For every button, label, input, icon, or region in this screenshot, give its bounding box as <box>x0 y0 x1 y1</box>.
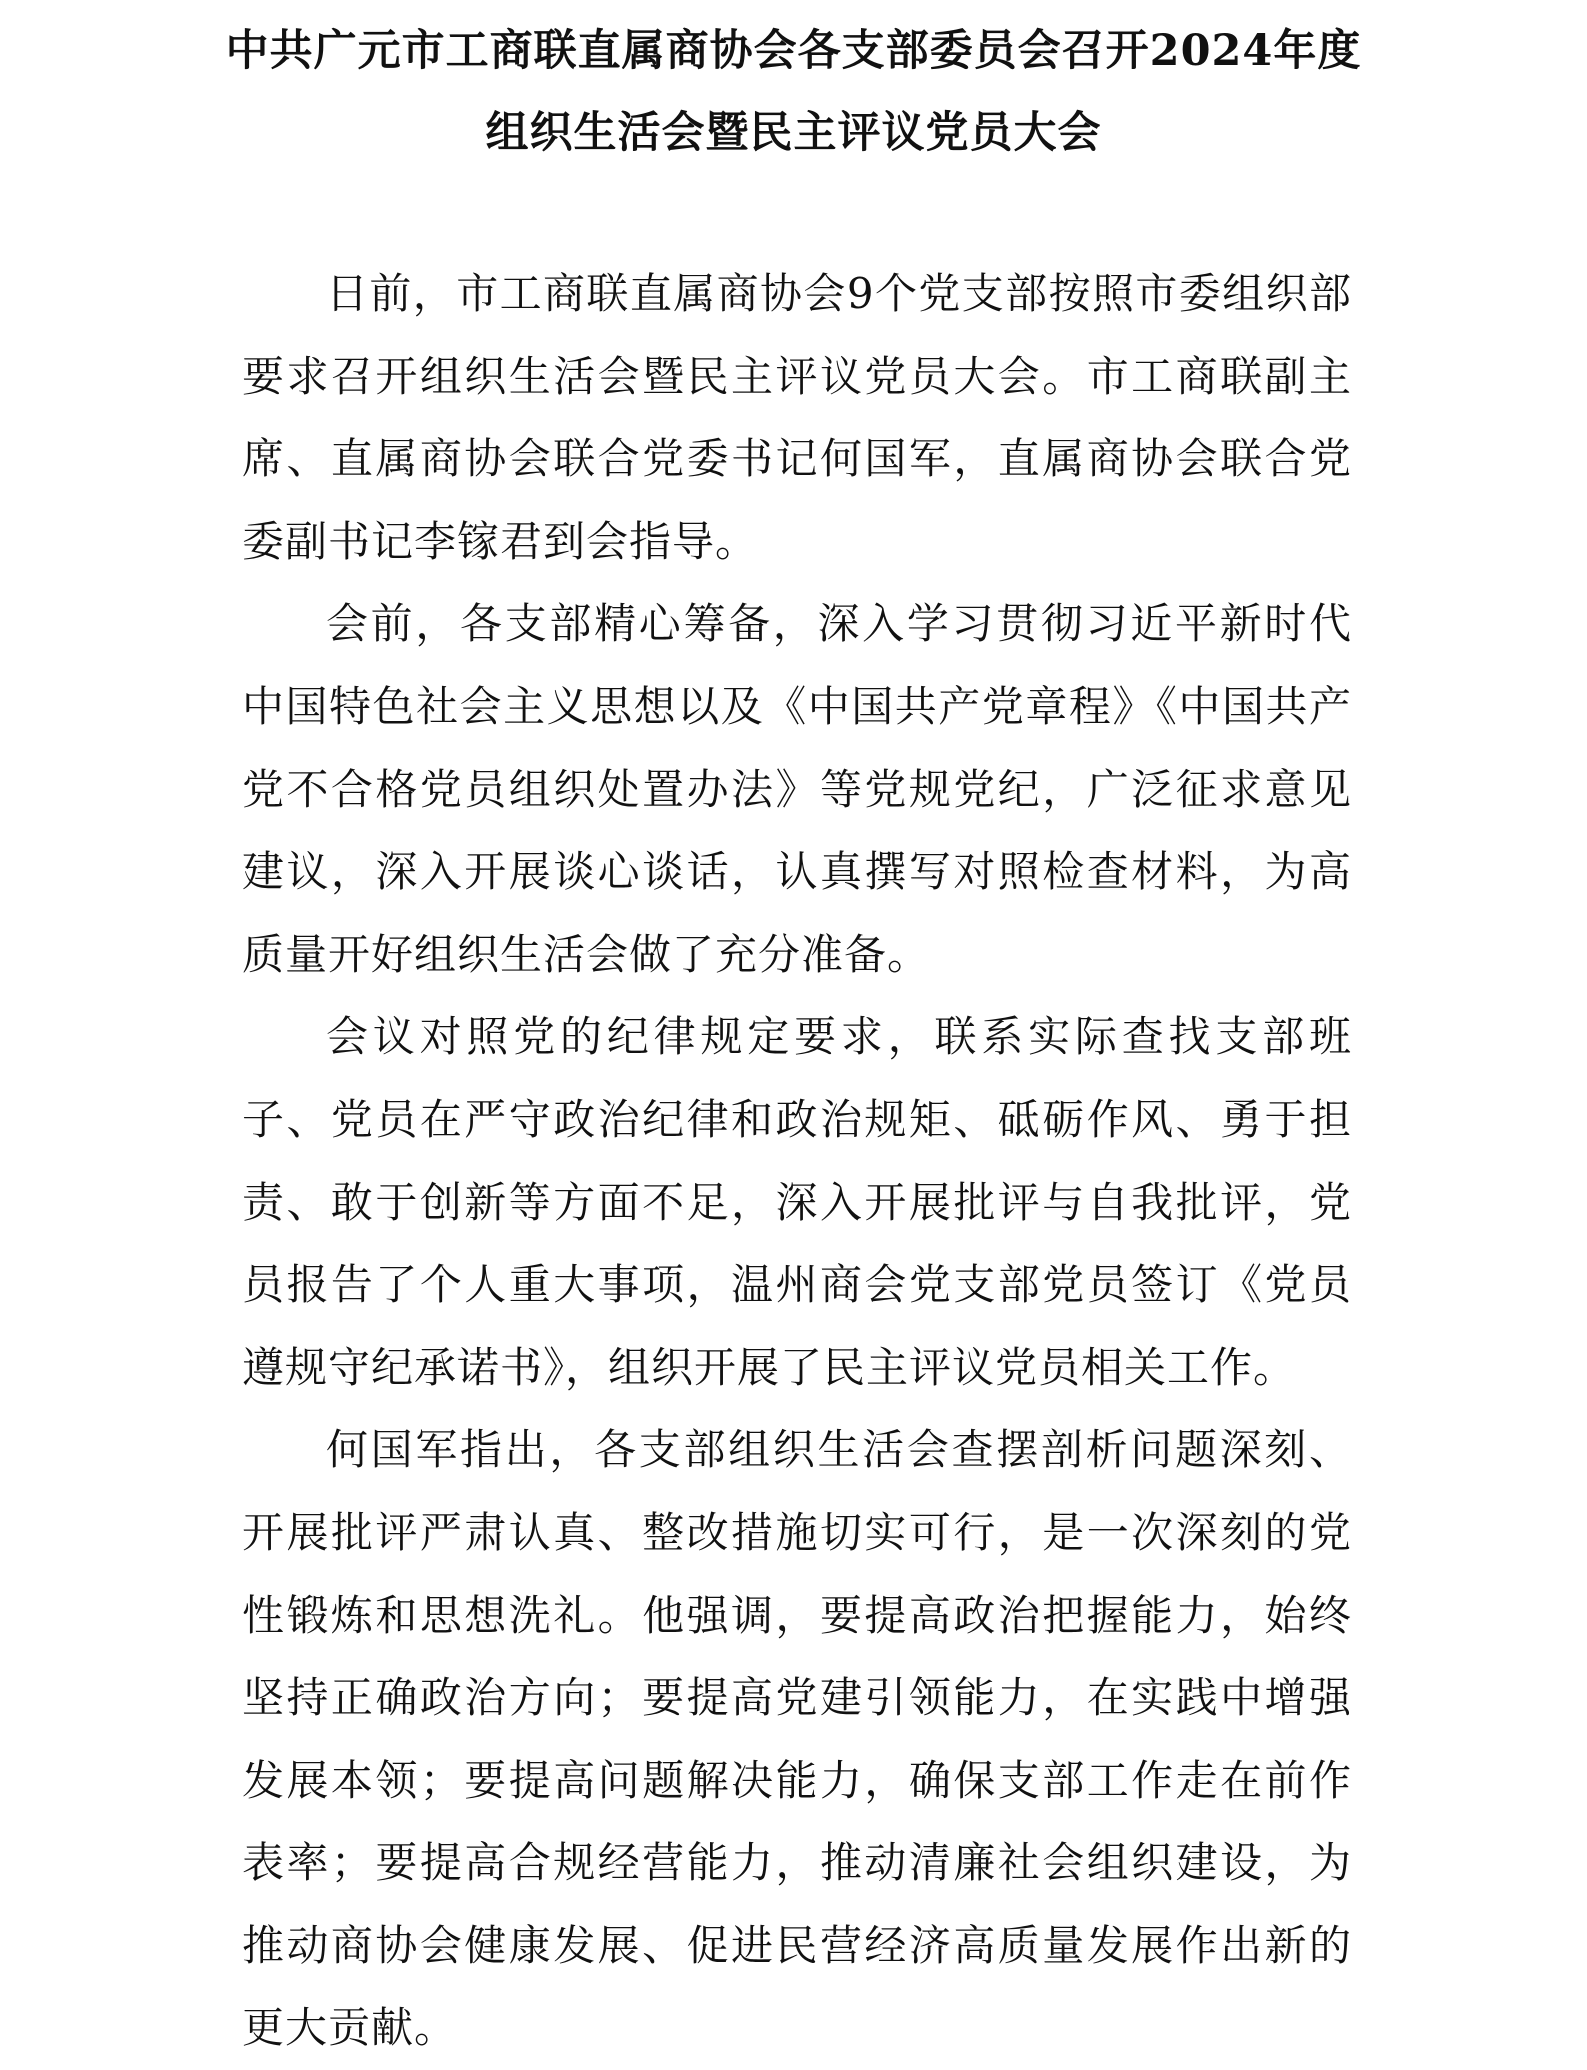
paragraph-1: 日前，市工商联直属商协会9个党支部按照市委组织部要求召开组织生活会暨民主评议党员大会。市工商联副主席、直属商协会联合党委书记何国军，直属商协会联合党委副书记李镓君到会指导。 <box>242 269 1352 566</box>
paragraph-4: 何国军指出，各支部组织生活会查摆剖析问题深刻、开展批评严肃认真、整改措施切实可行，是一次深刻的党性锻炼和思想洗礼。他强调，要提高政治把握能力，始终坚持正确政治方向；要提高党建引领能力，在实践中增强发展本领；要提高问题解决能力，确保支部工作走在前作表率；要提高合规经营能力，推动清廉社会组织建设，为推动商协会健康发展、促进民营经济高质量发展作出新的更大贡献。 <box>242 1425 1352 2053</box>
page-title <box>0 10 1587 174</box>
title-line-2: 组织生活会暨民主评议党员大会 <box>485 108 1102 158</box>
paragraph-2: 会前，各支部精心筹备，深入学习贯彻习近平新时代中国特色社会主义思想以及《中国共产党章程》《中国共产党不合格党员组织处置办法》等党规党纪，广泛征求意见建议，深入开展谈心谈话，认真撰写对照检查材料，为高质量开好组织生活会做了充分准备。 <box>242 599 1352 979</box>
title-line-1: 中共广元市工商联直属商协会各支部委员会召开2024年度 <box>225 26 1362 76</box>
paragraph-3: 会议对照党的纪律规定要求，联系实际查找支部班子、党员在严守政治纪律和政治规矩、砥砺作风、勇于担责、敢于创新等方面不足，深入开展批评与自我批评，党员报告了个人重大事项，温州商会党支部党员签订《党员遵规守纪承诺书》，组织开展了民主评议党员相关工作。 <box>242 1012 1352 1392</box>
article-body <box>242 253 1352 2070</box>
